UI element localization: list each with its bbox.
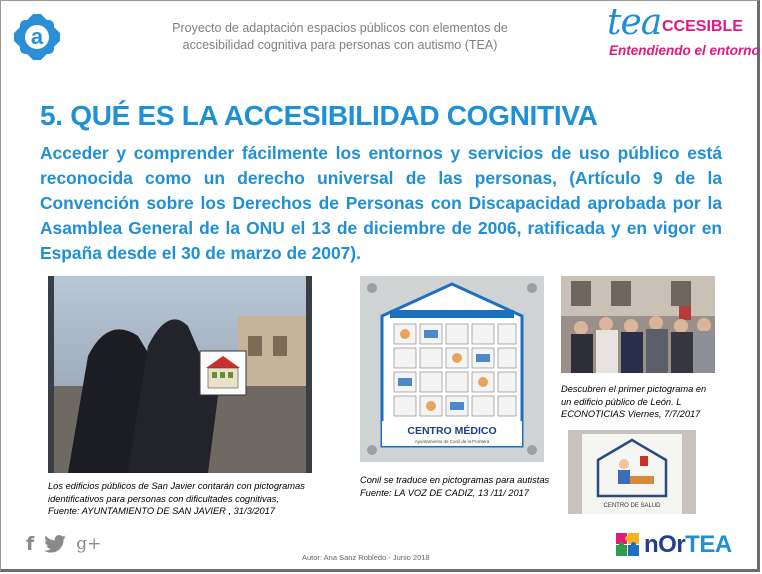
nortea-wordmark xyxy=(644,531,732,559)
pictogram-sign xyxy=(200,351,246,395)
conil-caption xyxy=(360,474,560,499)
ccesible-word: CCESIBLE xyxy=(662,18,743,35)
caption-line: ECONOTICIAS Viernes, 7/7/2017 xyxy=(561,409,701,419)
caption-line: Fuente: AYUNTAMIENTO DE SAN JAVIER , 31/3/2017 xyxy=(48,506,276,516)
facebook-icon[interactable]: f xyxy=(26,533,35,555)
tagline: Entendiendo el entorno xyxy=(609,43,760,58)
google-plus-icon[interactable]: g+ xyxy=(76,534,102,554)
teaccesible-logo xyxy=(607,2,760,65)
header-text xyxy=(150,20,530,54)
author-footer: Autor: Ana Sanz Robledo - Junio 2018 xyxy=(302,553,430,562)
page-title: 5. QUÉ ES LA ACCESIBILIDAD COGNITIVA xyxy=(40,100,598,131)
puzzle-icon xyxy=(614,531,642,561)
accessibility-a-logo-icon xyxy=(14,14,60,60)
tea-word: tea xyxy=(607,2,662,43)
twitter-icon[interactable] xyxy=(44,535,66,553)
nortea-logo xyxy=(614,529,744,563)
centro-salud-photo xyxy=(568,430,696,514)
leon-photo xyxy=(561,276,715,373)
nortea-prefix: nOr xyxy=(644,531,686,558)
body-paragraph: Acceder y comprender fácilmente los entornos y servicios de uso público está reconocida como un derecho universal de las personas, (Artículo 9 de la Convención sobre los Derechos de Personas con Discapacidad aprobada por la Asamblea General de la ONU el 13 de diciembre de 2006, ratificada y en vigor en España desde el 30 de marzo de 2007). xyxy=(40,143,722,263)
centro-medico-sign: CENTRO MÉDICO xyxy=(407,425,497,437)
centro-salud-sign: CENTRO DE SALUD xyxy=(603,503,661,509)
caption-line: Conil se traduce en pictogramas para autistas xyxy=(360,475,550,485)
header-line-2: accesibilidad cognitiva para personas con autismo (TEA) xyxy=(182,38,498,52)
conil-sign: Ayuntamiento de Conil de la Frontera xyxy=(414,439,490,444)
header-line-1: Proyecto de adaptación espacios públicos con elementos de xyxy=(172,21,508,35)
svg-text:a: a xyxy=(30,24,44,49)
social-icons xyxy=(26,533,101,555)
caption-line: Los edificios públicos de San Javier contarán con pictogramas xyxy=(48,481,305,491)
leon-caption xyxy=(561,383,731,421)
conil-pictogram-photo xyxy=(360,276,544,462)
sanjavier-caption xyxy=(48,480,328,518)
caption-line: Fuente: LA VOZ DE CADIZ, 13 /11/ 2017 xyxy=(360,487,529,498)
caption-line: Descubren el primer pictograma en xyxy=(561,384,707,394)
sanjavier-photo xyxy=(48,276,312,473)
nortea-suffix: TEA xyxy=(685,531,732,558)
caption-line: un edificio público de León. L xyxy=(561,396,682,407)
caption-line: identificativos para personas con dificultades cognitivas, xyxy=(48,493,280,504)
